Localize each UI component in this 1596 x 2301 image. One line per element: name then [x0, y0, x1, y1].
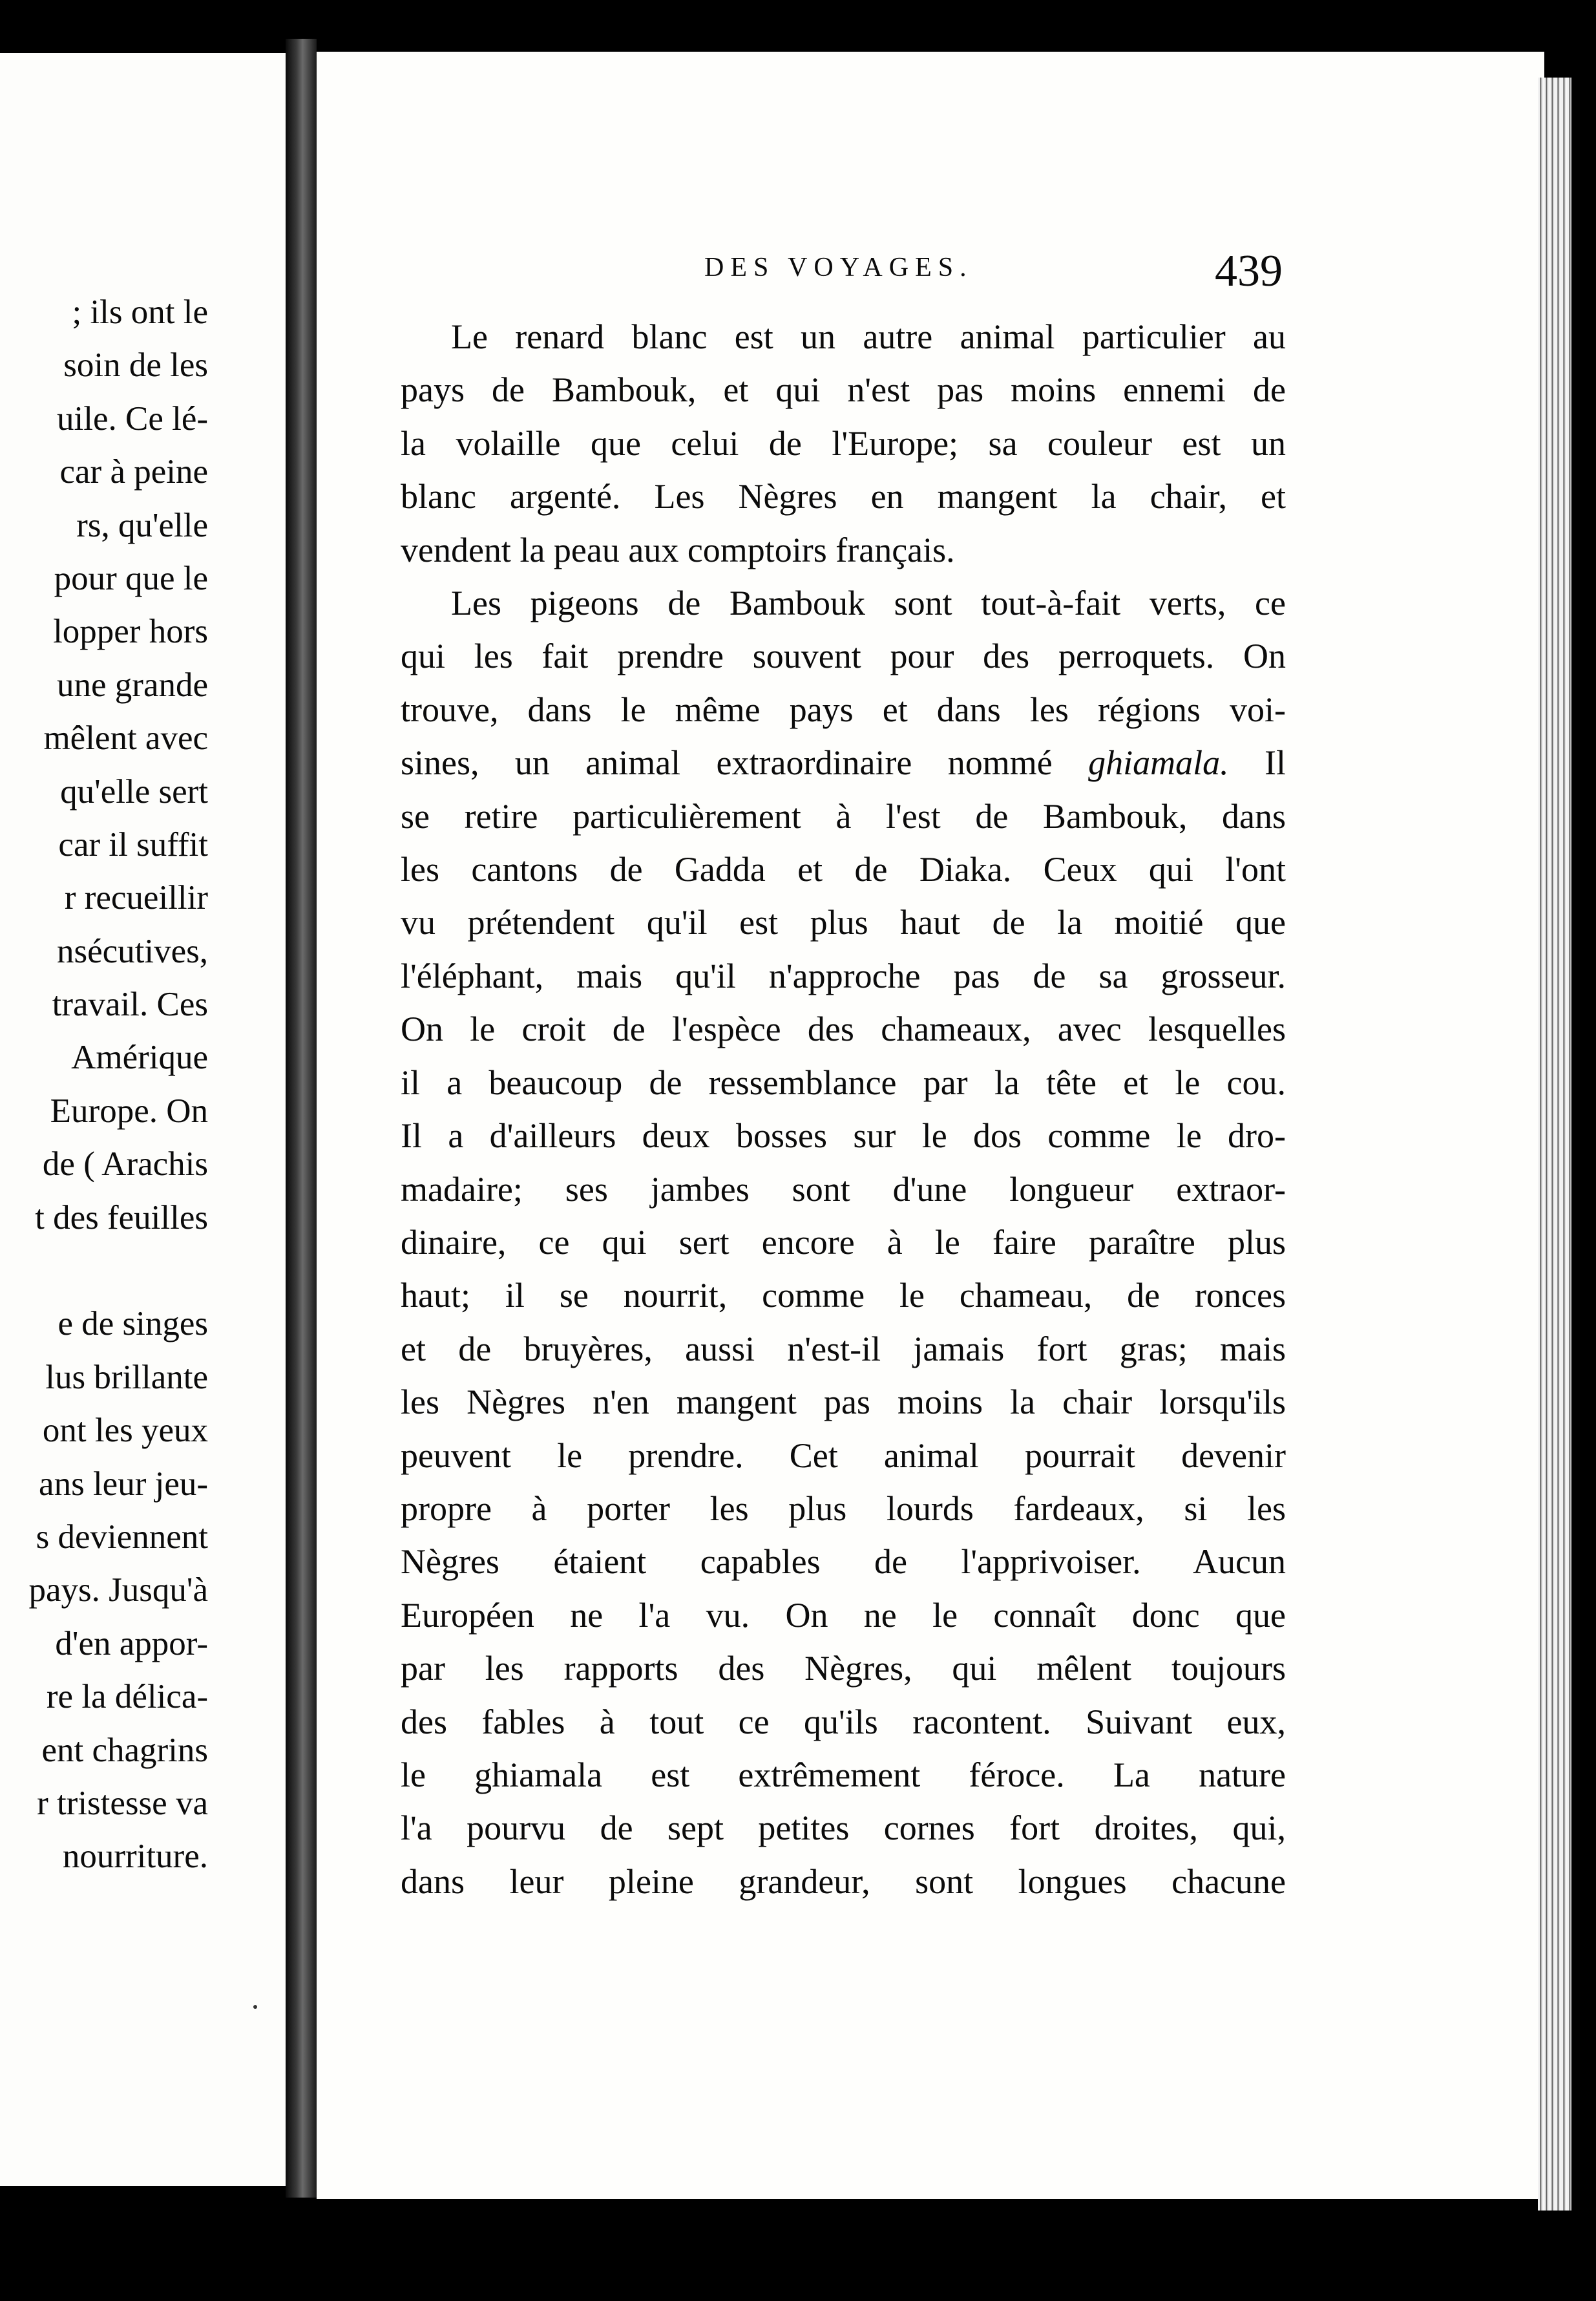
left-line: nsécutives, [56, 932, 208, 970]
left-line: s deviennent [36, 1518, 208, 1556]
left-line: car il suffit [58, 825, 208, 864]
page-number: 439 [1215, 246, 1283, 296]
left-line: pays. Jusqu'à [28, 1571, 208, 1609]
left-line: ans leur jeu- [39, 1465, 208, 1503]
left-line: Europe. On [50, 1092, 208, 1130]
left-line: de ( Arachis [42, 1145, 208, 1183]
text-line-with-italic [401, 736, 1286, 789]
left-line: une grande [57, 666, 208, 704]
text-line: il a beaucoup de ressemblance par la tête et le cou. [401, 1063, 1286, 1102]
left-line: Amérique [71, 1039, 208, 1077]
left-line: ; ils ont le [72, 293, 208, 331]
left-line: travail. Ces [52, 986, 208, 1024]
text-line: l'éléphant, mais qu'il n'approche pas de sa grosseur. [401, 956, 1286, 995]
running-head: DES VOYAGES. [704, 253, 973, 282]
left-line: lus brillante [45, 1358, 208, 1396]
text-line: la volaille que celui de l'Europe; sa couleur est un [401, 423, 1286, 463]
text-line-segment: Il [1228, 743, 1286, 783]
left-line: pour que le [54, 559, 208, 597]
left-line: nourriture. [62, 1838, 208, 1876]
text-line: madaire; ses jambes sont d'une longueur extraor- [401, 1169, 1286, 1209]
left-page [0, 53, 286, 2186]
text-line: trouve, dans le même pays et dans les régions voi- [401, 690, 1286, 729]
page-edge [1538, 78, 1571, 2211]
text-line: propre à porter les plus lourds fardeaux, si les [401, 1489, 1286, 1528]
left-line: uile. Ce lé- [57, 399, 208, 438]
text-line: peuvent le prendre. Cet animal pourrait devenir [401, 1436, 1286, 1475]
left-line: r recueillir [64, 879, 208, 917]
ink-speck [253, 2005, 257, 2009]
text-line: vu prétendent qu'il est plus haut de la moitié que [401, 903, 1286, 942]
text-line: des fables à tout ce qu'ils racontent. Suivant eux, [401, 1702, 1286, 1741]
text-line: pays de Bambouk, et qui n'est pas moins ennemi de [401, 370, 1286, 410]
left-line: mêlent avec [43, 719, 208, 758]
left-line: r tristesse va [37, 1784, 208, 1822]
text-line: dans leur pleine grandeur, sont longues chacune [401, 1861, 1286, 1901]
left-line: d'en appor- [55, 1624, 208, 1662]
italic-term: ghiamala. [1088, 743, 1229, 783]
text-line: qui les fait prendre souvent pour des perroquets. On [401, 637, 1286, 676]
left-line: ont les yeux [42, 1412, 208, 1450]
text-line: blanc argenté. Les Nègres en mangent la chair, et [401, 477, 1286, 516]
text-line: Les pigeons de Bambouk sont tout-à-fait verts, ce [451, 584, 1286, 623]
left-line: re la délica- [46, 1678, 208, 1716]
text-line: par les rapports des Nègres, qui mêlent toujours [401, 1649, 1286, 1688]
left-line: ent chagrins [41, 1731, 208, 1769]
text-line: vendent la peau aux comptoirs français. [401, 530, 955, 569]
text-line: l'a pourvu de sept petites cornes fort droites, qui, [401, 1808, 1286, 1848]
text-line: Le renard blanc est un autre animal particulier au [451, 317, 1286, 356]
text-line: dinaire, ce qui sert encore à le faire paraître plus [401, 1222, 1286, 1262]
text-line-segment: sines, un animal extraordinaire nommé [401, 743, 1053, 783]
text-line: le ghiamala est extrêmement féroce. La nature [401, 1755, 1286, 1794]
left-line: car à peine [59, 453, 208, 491]
left-line: e de singes [58, 1305, 208, 1343]
text-line: se retire particulièrement à l'est de Bambouk, dans [401, 796, 1286, 836]
body-text [401, 310, 1286, 1908]
text-line: Européen ne l'a vu. On ne le connaît donc que [401, 1595, 1286, 1635]
left-page-text [0, 286, 208, 1883]
text-line: et de bruyères, aussi n'est-il jamais fort gras; mais [401, 1329, 1286, 1368]
left-line: qu'elle sert [60, 772, 208, 811]
text-line: haut; il se nourrit, comme le chameau, de ronces [401, 1276, 1286, 1315]
text-line: Il a d'ailleurs deux bosses sur le dos comme le dro- [401, 1116, 1286, 1156]
text-line: Nègres étaient capables de l'apprivoiser. Aucun [401, 1542, 1286, 1582]
text-line: On le croit de l'espèce des chameaux, avec lesquelles [401, 1010, 1286, 1049]
left-line: t des feuilles [35, 1198, 208, 1236]
left-line-blank [0, 1244, 208, 1297]
text-line: les cantons de Gadda et de Diaka. Ceux qui l'ont [401, 850, 1286, 889]
book-gutter [286, 39, 317, 2198]
left-line: lopper hors [53, 613, 208, 651]
text-line: les Nègres n'en mangent pas moins la chair lorsqu'ils [401, 1383, 1286, 1422]
left-line: soin de les [63, 346, 208, 385]
left-line: rs, qu'elle [76, 506, 208, 544]
